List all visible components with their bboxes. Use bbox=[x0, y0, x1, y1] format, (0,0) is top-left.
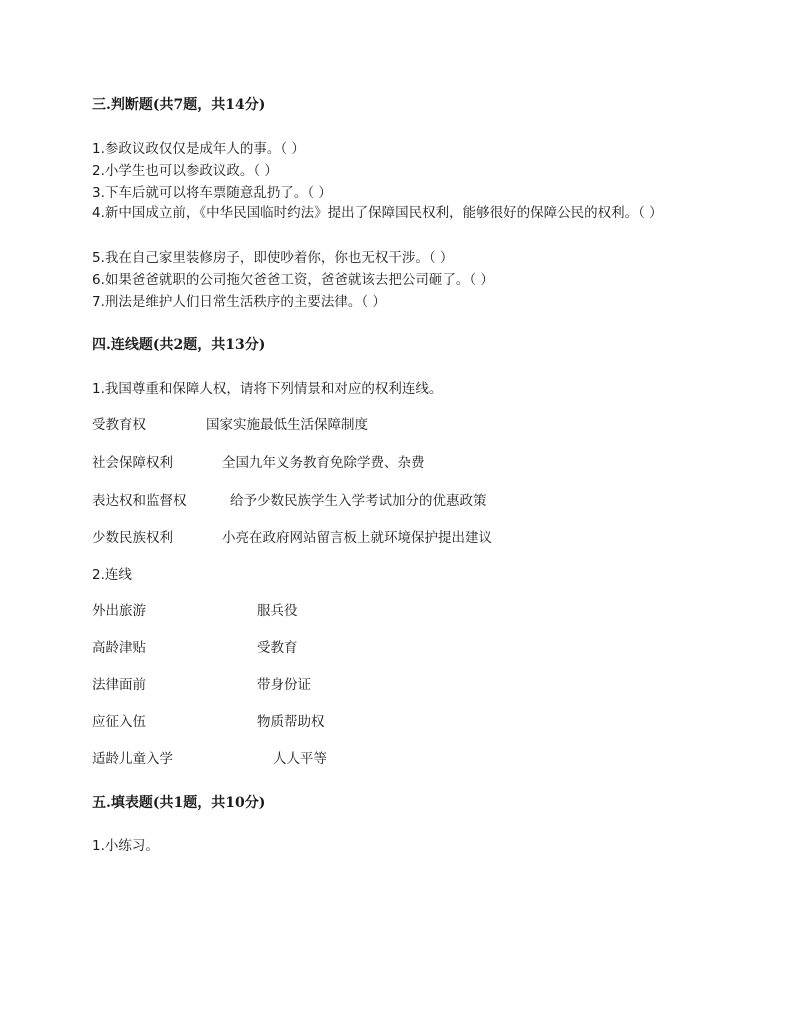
match-left-item: 应征入伍 bbox=[92, 714, 146, 730]
match-left-item: 社会保障权利 bbox=[92, 455, 173, 471]
match-right-item: 物质帮助权 bbox=[257, 714, 325, 730]
section-3-heading: 三.判断题(共7题，共14分) bbox=[92, 97, 266, 113]
judge-item-1: 1.参政议政仅仅是成年人的事。（ ） bbox=[92, 141, 305, 157]
match-left-item: 法律面前 bbox=[92, 677, 146, 693]
match-right-item: 受教育 bbox=[257, 640, 298, 656]
judge-item-4: 4.新中国成立前，《中华民国临时约法》提出了保障国民权利，能够很好的保障公民的权利。（ ） bbox=[92, 205, 663, 221]
match-q1-prompt: 1.我国尊重和保障人权，请将下列情景和对应的权利连线。 bbox=[92, 381, 443, 397]
match-left-item: 适龄儿童入学 bbox=[92, 751, 173, 767]
match-right-item: 人人平等 bbox=[273, 751, 327, 767]
section-5-heading: 五.填表题(共1题，共10分) bbox=[92, 795, 266, 811]
section-4-heading: 四.连线题(共2题，共13分) bbox=[92, 337, 266, 353]
judge-item-5: 5.我在自己家里装修房子，即使吵着你，你也无权干涉。（ ） bbox=[92, 250, 454, 266]
match-right-item: 给予少数民族学生入学考试加分的优惠政策 bbox=[230, 493, 487, 509]
match-right-item: 全国九年义务教育免除学费、杂费 bbox=[222, 455, 425, 471]
match-right-item: 国家实施最低生活保障制度 bbox=[206, 417, 368, 433]
judge-item-3: 3.下车后就可以将车票随意乱扔了。（ ） bbox=[92, 185, 332, 201]
match-left-item: 少数民族权利 bbox=[92, 530, 173, 546]
match-left-item: 受教育权 bbox=[92, 417, 146, 433]
judge-item-7: 7.刑法是维护人们日常生活秩序的主要法律。（ ） bbox=[92, 294, 386, 310]
judge-item-2: 2.小学生也可以参政议政。（ ） bbox=[92, 163, 278, 179]
judge-item-6: 6.如果爸爸就职的公司拖欠爸爸工资，爸爸就该去把公司砸了。（ ） bbox=[92, 272, 494, 288]
match-left-item: 高龄津贴 bbox=[92, 640, 146, 656]
fill-item-1: 1.小练习。 bbox=[92, 838, 159, 854]
match-q2-prompt: 2.连线 bbox=[92, 567, 132, 583]
match-right-item: 带身份证 bbox=[257, 677, 311, 693]
match-right-item: 服兵役 bbox=[257, 603, 298, 619]
match-left-item: 外出旅游 bbox=[92, 603, 146, 619]
match-left-item: 表达权和监督权 bbox=[92, 493, 187, 509]
match-right-item: 小亮在政府网站留言板上就环境保护提出建议 bbox=[222, 530, 492, 546]
